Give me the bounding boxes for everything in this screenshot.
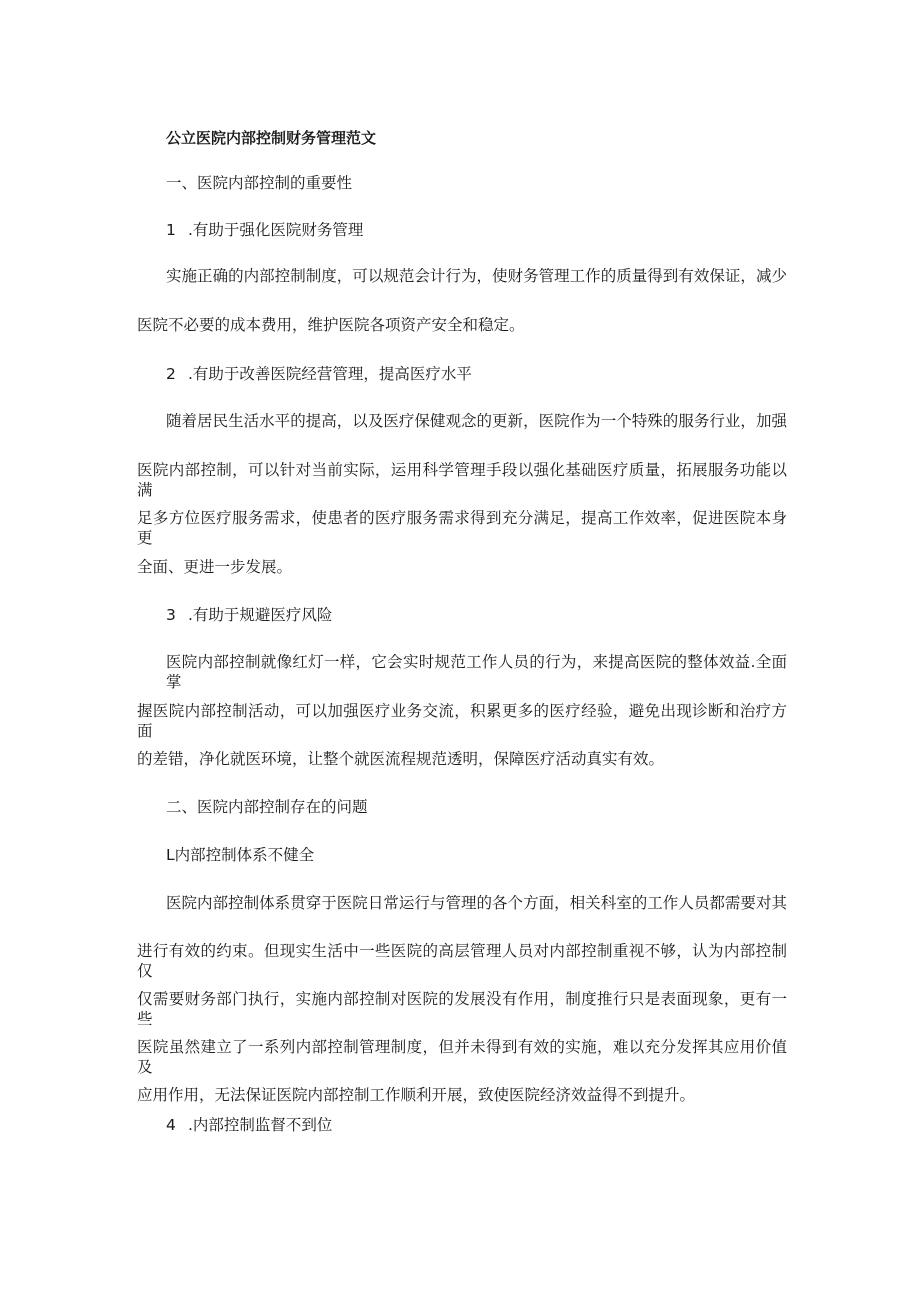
paragraph-4-line-4: 医院虽然建立了一系列内部控制管理制度，但并未得到有效的实施，难以充分发挥其应用价值及 xyxy=(137,1038,787,1076)
subheading-5-number: 4 xyxy=(166,1116,176,1134)
subheading-1-number: 1 xyxy=(166,221,176,239)
subheading-5 xyxy=(166,1115,787,1135)
paragraph-2-line-1: 随着居民生活水平的提高，以及医疗保健观念的更新，医院作为一个特殊的服务行业，加强 xyxy=(166,412,787,430)
subheading-2-number: 2 xyxy=(166,365,176,383)
paragraph-2-line-3: 足多方位医疗服务需求，使患者的医疗服务需求得到充分满足，提高工作效率，促进医院本身更 xyxy=(137,509,787,547)
subheading-2 xyxy=(166,364,787,384)
subheading-3-number: 3 xyxy=(166,606,176,624)
subheading-3-text: .有助于规避医疗风险 xyxy=(188,606,333,624)
paragraph-3-line-3: 的差错，净化就医环境，让整个就医流程规范透明，保障医疗活动真实有效。 xyxy=(137,750,665,768)
paragraph-3-line-2: 握医院内部控制活动，可以加强医疗业务交流，积累更多的医疗经验，避免出现诊断和治疗方面 xyxy=(137,702,787,740)
subheading-5-text: .内部控制监督不到位 xyxy=(188,1116,333,1134)
subheading-3 xyxy=(166,605,787,625)
paragraph-4-line-3: 仅需要财务部门执行，实施内部控制对医院的发展没有作用，制度推行只是表面现象，更有一些 xyxy=(137,990,787,1028)
subheading-1-text: .有助于强化医院财务管理 xyxy=(188,221,364,239)
subheading-4: L内部控制体系不健全 xyxy=(166,846,315,864)
subheading-1 xyxy=(166,220,787,240)
section-2-heading: 二、医院内部控制存在的问题 xyxy=(166,798,368,816)
paragraph-4-line-2: 进行有效的约束。但现实生活中一些医院的高层管理人员对内部控制重视不够，认为内部控制仅 xyxy=(137,942,787,980)
paragraph-1-line-1: 实施正确的内部控制制度，可以规范会计行为，使财务管理工作的质量得到有效保证，减少 xyxy=(166,267,787,285)
section-1-heading: 一、医院内部控制的重要性 xyxy=(166,174,353,192)
paragraph-2-line-4: 全面、更进一步发展。 xyxy=(137,558,293,576)
paragraph-4-line-1: 医院内部控制体系贯穿于医院日常运行与管理的各个方面，相关科室的工作人员都需要对其 xyxy=(166,894,787,912)
subheading-2-text: .有助于改善医院经营管理，提高医疗水平 xyxy=(188,365,472,383)
document-title: 公立医院内部控制财务管理范文 xyxy=(166,129,377,147)
paragraph-1-line-2: 医院不必要的成本费用，维护医院各项资产安全和稳定。 xyxy=(137,316,525,334)
paragraph-3-line-1: 医院内部控制就像红灯一样，它会实时规范工作人员的行为，来提高医院的整体效益.全面掌 xyxy=(166,653,787,691)
paragraph-2-line-2: 医院内部控制，可以针对当前实际，运用科学管理手段以强化基础医疗质量，拓展服务功能以满 xyxy=(137,461,787,499)
paragraph-4-line-5: 应用作用，无法保证医院内部控制工作顺利开展，致使医院经济效益得不到提升。 xyxy=(137,1086,696,1104)
